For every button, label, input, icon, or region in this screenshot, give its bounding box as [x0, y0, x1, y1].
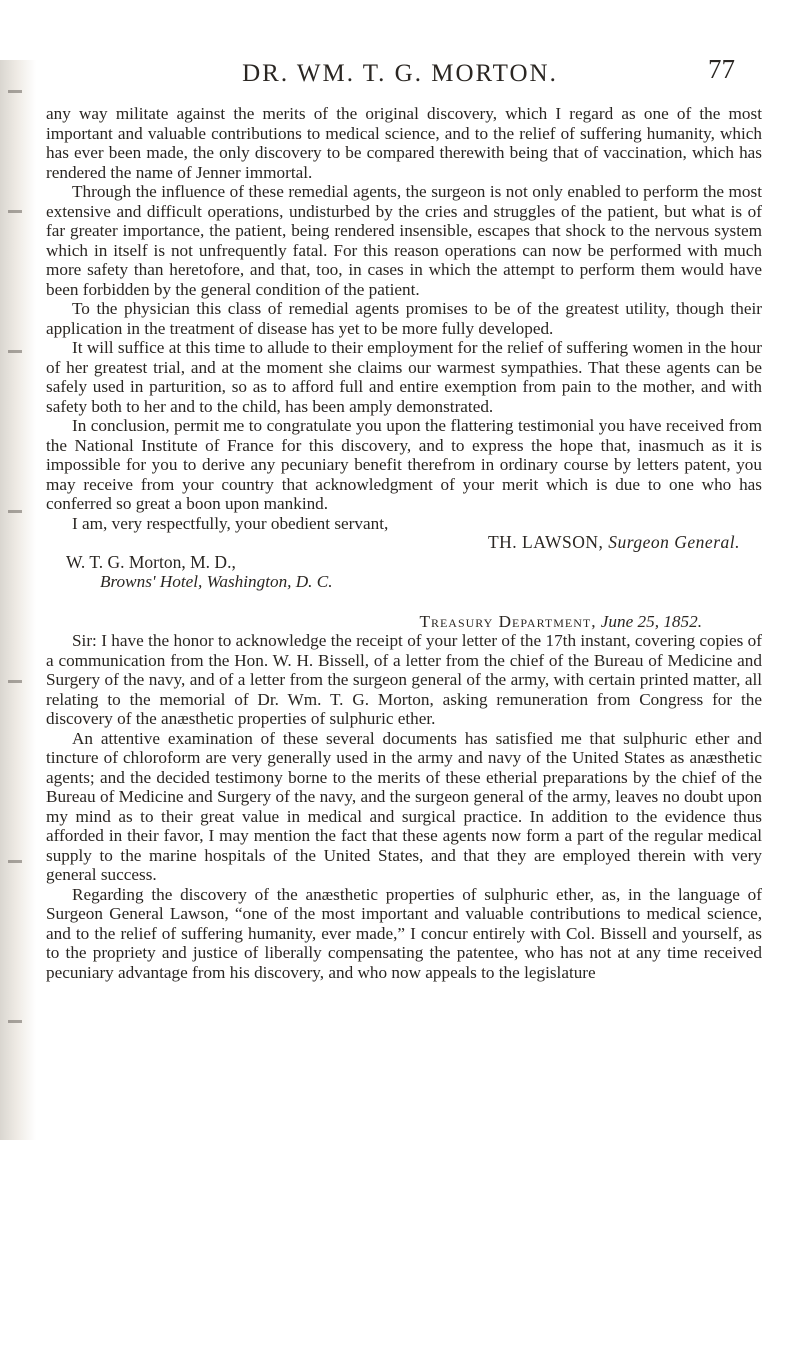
gutter-mark — [8, 860, 22, 863]
letter2-dateline — [46, 612, 762, 632]
signature-title: Surgeon General. — [608, 532, 740, 552]
gutter-mark — [8, 680, 22, 683]
body-text — [46, 104, 762, 982]
binding-gutter — [0, 60, 36, 1140]
letter2-paragraph-2: An attentive examination of these several documents has satisfied me that sulphuric ether and tincture of chloroform are very generally used in the army and navy of the United States as anæsthetic agents; and the decided testimony borne to the merits of these etherial preparations by the chief of the Bureau of Medicine and Surgery of the navy, and the surgeon general of the army, leaves no doubt upon my mind as to their great value in medical and surgical practice. In addition to the evidence thus afforded in their favor, I may mention the fact that these agents now form a part of the regular medical supply to the marine hospitals of the United States, and that they are employed therein with very general success. — [46, 728, 762, 884]
letter1-addressee: W. T. G. Morton, M. D., — [66, 551, 236, 572]
signature-name: TH. LAWSON, — [487, 532, 604, 552]
letter2-department: Treasury Department, — [419, 611, 597, 631]
gutter-mark — [8, 350, 22, 353]
letter1-address: Browns' Hotel, Washington, D. C. — [100, 572, 333, 591]
gutter-mark — [8, 210, 22, 213]
letter1-paragraph-4: It will suffice at this time to allude to their employment for the relief of suffering women in the hour of her greatest trial, and at the moment she claims our warmest sympathies. That these agents can be safely used in parturition, so as to afford full and entire exemption from pain to the mother, and with safety both to her and to the child, has been amply demonstrated. — [46, 338, 762, 416]
letter2-date: June 25, 1852. — [600, 611, 702, 631]
gutter-mark — [8, 1020, 22, 1023]
letter1-signature — [46, 533, 762, 553]
letter1-closing: I am, very respectfully, your obedient servant, — [72, 513, 389, 533]
page-number: 77 — [708, 54, 735, 84]
letter1-paragraph-2: Through the influence of these remedial agents, the surgeon is not only enabled to perform the most extensive and difficult operations, undisturbed by the cries and struggles of the patient, but what is of far greater importance, the patient, being rendered insensible, escapes that shock to the nervous system which in itself is not unfrequently fatal. For this reason operations can now be performed with much more safety than heretofore, and that, too, in cases in which the attempt to perform them would have been forbidden by the general condition of the patient. — [46, 182, 762, 299]
running-head — [0, 52, 800, 92]
letter1-paragraph-5: In conclusion, permit me to congratulate you upon the flattering testimonial you have received from the National Institute of France for this discovery, and to express the hope that, inasmuch as it is impossible for you to derive any pecuniary benefit therefrom in ordinary course by letters patent, you may receive from your country that acknowledgment of your merit which is due to one who has conferred so great a boon upon mankind. — [46, 416, 762, 513]
running-title: DR. WM. T. G. MORTON. — [242, 60, 558, 87]
letter2-paragraph-3: Regarding the discovery of the anæsthetic properties of sulphuric ether, as, in the language of Surgeon General Lawson, “one of the most important and valuable contributions to medical science, and to the relief of suffering humanity, ever made,” I concur entirely with Col. Bissell and yourself, as to the propriety and justice of liberally compensating the patentee, who has not at any time received pecuniary advantage from his discovery, and who now appeals to the legislature — [46, 884, 762, 982]
gutter-mark — [8, 510, 22, 513]
letter1-paragraph-3: To the physician this class of remedial agents promises to be of the greatest utility, though their application in the treatment of disease has yet to be more fully developed. — [46, 299, 762, 338]
letter1-paragraph-1: any way militate against the merits of the original discovery, which I regard as one of the most important and valuable contributions to medical science, and to the relief of suffering humanity, which has ever been made, the only discovery to be compared therewith being that of vaccination, which has rendered the name of Jenner immortal. — [46, 104, 762, 182]
letter2-paragraph-1: Sir: I have the honor to acknowledge the receipt of your letter of the 17th instant, covering copies of a communication from the Hon. W. H. Bissell, of a letter from the chief of the Bureau of Medicine and Surgery of the navy, and of a letter from the surgeon general of the army, with certain printed matter, all relating to the memorial of Dr. Wm. T. G. Morton, asking remuneration from Congress for the discovery of the anæsthetic properties of sulphuric ether. — [46, 631, 762, 728]
